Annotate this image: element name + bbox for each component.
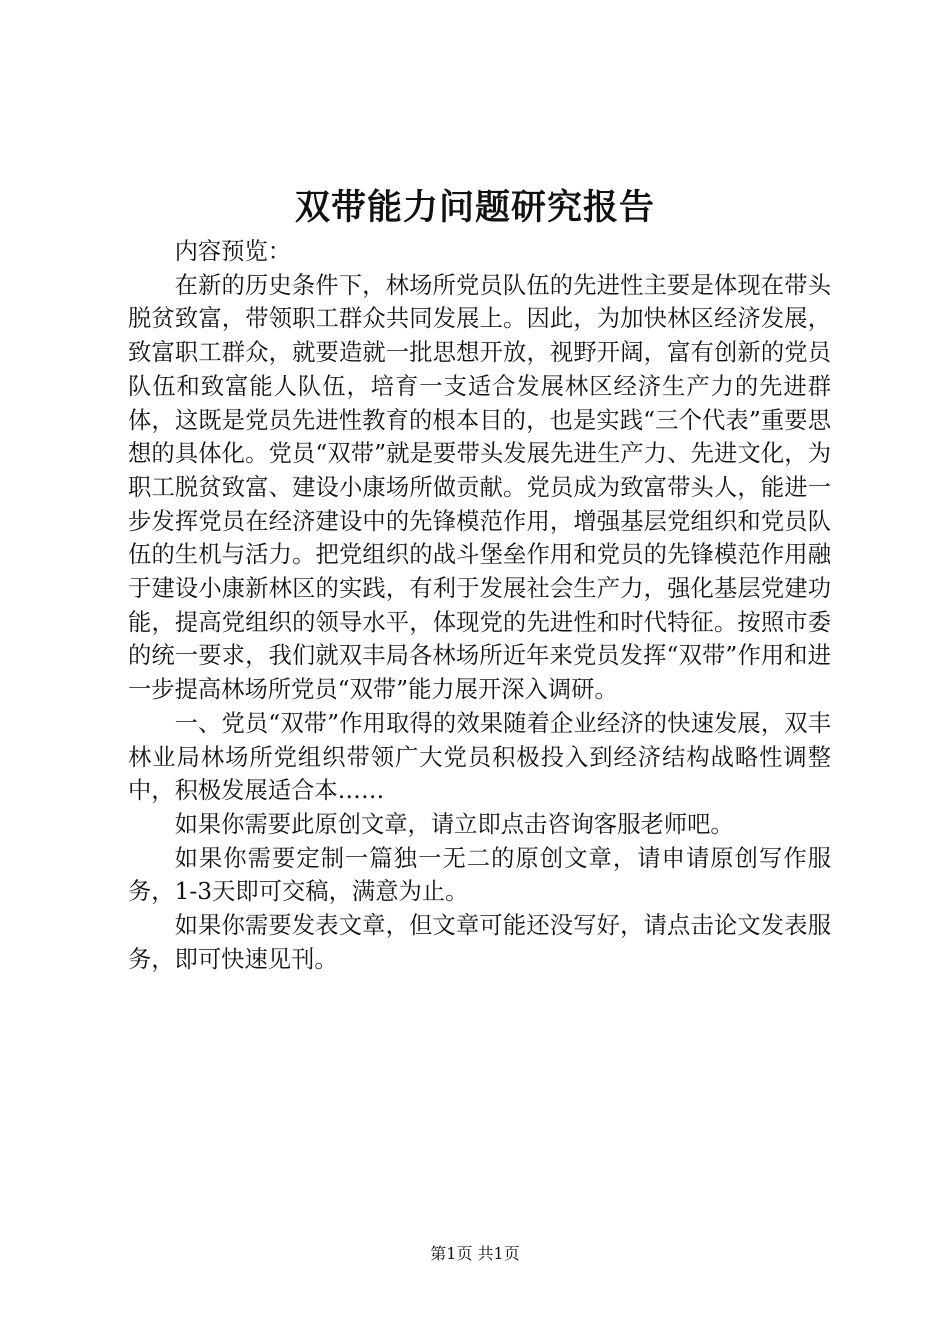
consult-service-link[interactable]: 如果你需要此原创文章，请立即点击咨询客服老师吧。 [174,810,734,838]
preview-label: 内容预览： [174,238,292,265]
page-footer: 第1页 共1页 [430,1244,520,1263]
body-paragraph-section-one: 一、党员“双带”作用取得的效果随着企业经济的快速发展，双丰林业局林场所党组织带领广大党员积极投入到经济结构战略性调整中，积极发展适合本…… [128,709,831,805]
page-title: 双带能力问题研究报告 [294,187,655,228]
custom-writing-service-link[interactable]: 如果你需要定制一篇独一无二的原创文章，请申请原创写作服务，1-3天即可交稿，满意为止。 [128,844,831,906]
publishing-service-link[interactable]: 如果你需要发表文章，但文章可能还没写好，请点击论文发表服务，即可快速见刊。 [128,912,831,973]
document-body [128,235,831,976]
body-paragraph-intro: 在新的历史条件下，林场所党员队伍的先进性主要是体现在带头脱贫致富，带领职工群众共同发展上。因此，为加快林区经济发展，致富职工群众，就要造就一批思想开放，视野开阔，富有创新的党员队伍和致富能人队伍，培育一支适合发展林区经济生产力的先进群体，这既是党员先进性教育的根本目的，也是实践“三个代表”重要思想的具体化。党员“双带”就是要带头发展先进生产力、先进文化，为职工脱贫致富、建设小康场所做贡献。党员成为致富带头人，能进一步发挥党员在经济建设中的先锋模范作用，增强基层党组织和党员队伍的生机与活力。把党组织的战斗堡垒作用和党员的先锋模范作用融于建设小康新林区的实践，有利于发展社会生产力，强化基层党建功能，提高党组织的领导水平，体现党的先进性和时代特征。按照市委的统一要求，我们就双丰局各林场所近年来党员发挥“双带”作用和进一步提高林场所党员“双带”能力展开深入调研。 [128,271,831,704]
